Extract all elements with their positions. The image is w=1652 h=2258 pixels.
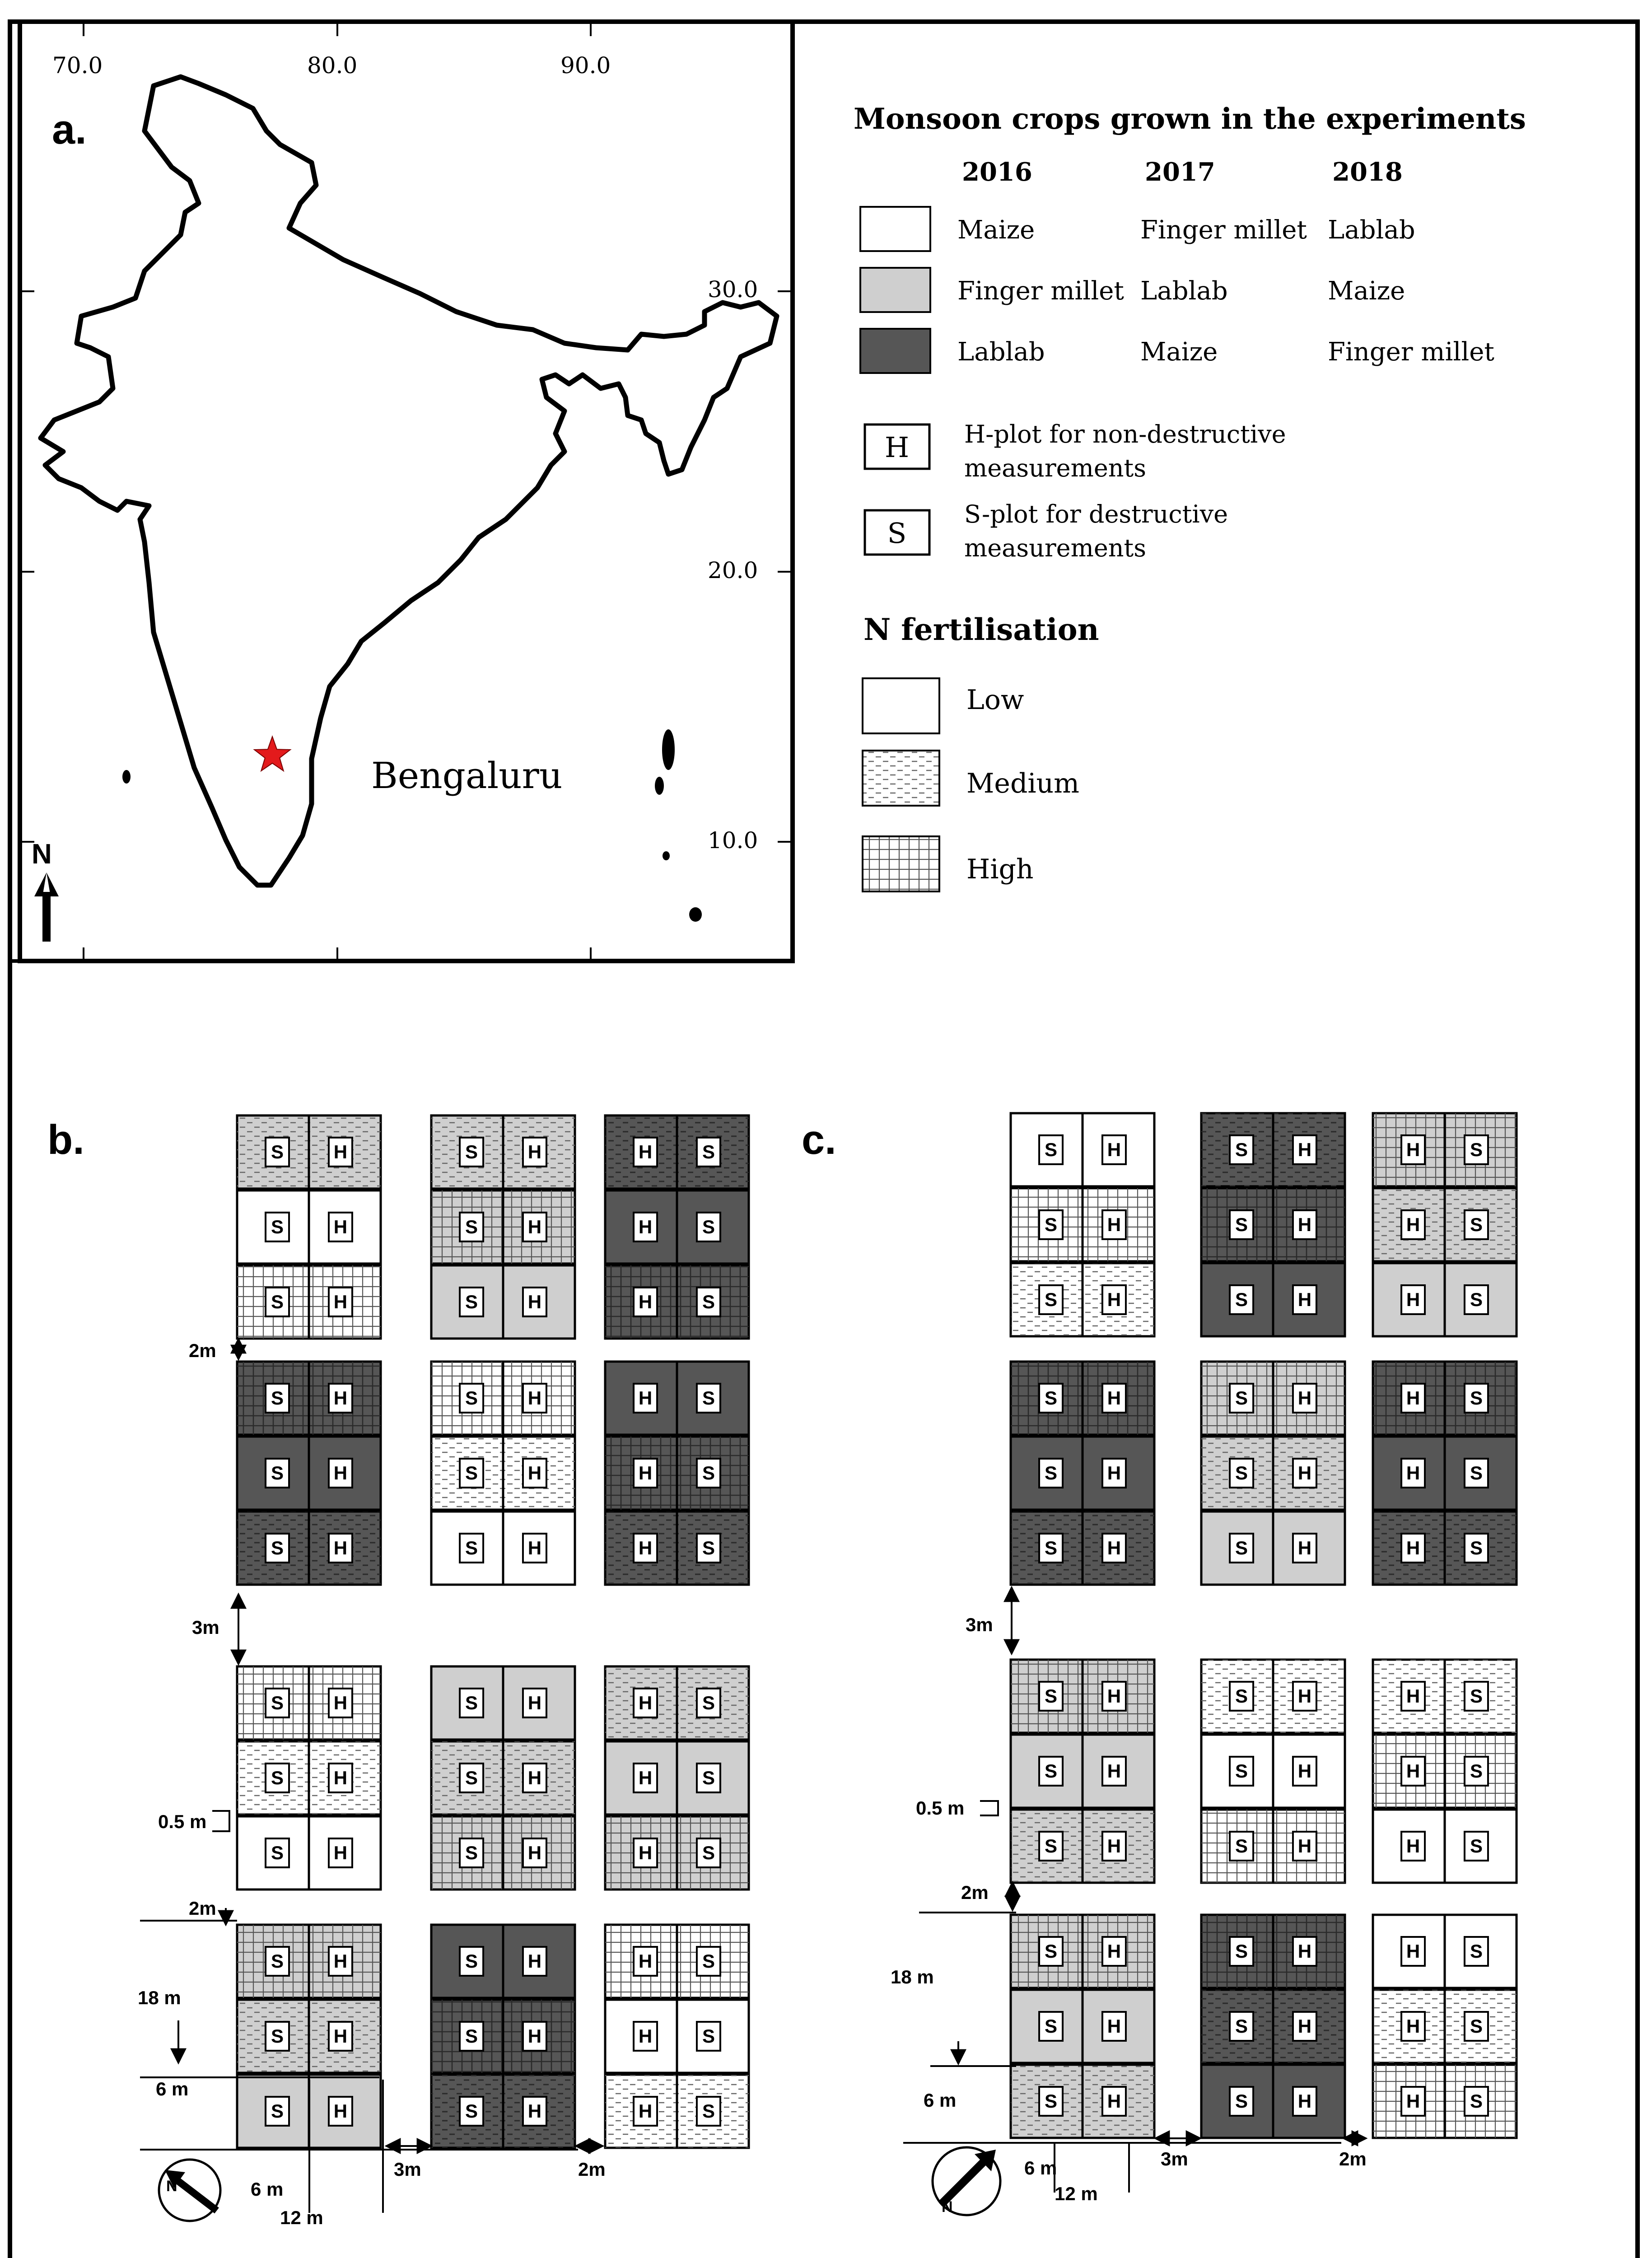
subplot-pair	[1011, 1512, 1154, 1585]
s-plot-tag: S	[1045, 1139, 1058, 1160]
north-arrow-icon	[34, 872, 59, 942]
lon-tick-label: 90.0	[560, 52, 611, 79]
dim-label: 2m	[578, 2159, 606, 2180]
s-plot-tag: S	[1045, 1941, 1058, 1962]
s-plot-tag: S	[1470, 1537, 1483, 1558]
crop-swatch-white	[860, 207, 930, 251]
h-plot-tag: H	[527, 2100, 542, 2122]
h-plot-tag: H	[638, 2025, 653, 2047]
s-plot-tag: S	[465, 1692, 478, 1713]
s-plot-tag: S	[1470, 1760, 1483, 1782]
h-plot-tag: H	[1107, 1760, 1121, 1782]
subplot-pair	[1373, 1437, 1517, 1510]
s-plot-tag: S	[702, 1950, 715, 1972]
s-plot-tag: S	[702, 1387, 715, 1409]
subplot-pair	[1201, 1915, 1345, 1988]
h-plot-tag: H	[333, 1537, 348, 1558]
h-plot-tag: H	[1107, 1941, 1121, 1962]
subplot-pair	[1201, 1437, 1345, 1510]
subplot-pair	[237, 1115, 381, 1189]
s-plot-tag: S	[1235, 2090, 1248, 2112]
subplot-pair	[431, 1741, 575, 1815]
subplot-pair	[1201, 1990, 1345, 2063]
h-plot-tag: H	[1406, 1835, 1420, 1857]
s-plot-tag: S	[1235, 1685, 1248, 1707]
h-plot-tag: H	[1297, 1537, 1312, 1558]
subplot-pair	[1201, 1810, 1345, 1883]
h-plot-tag: H	[1107, 1537, 1121, 1558]
crop-name: Lablab	[1328, 215, 1415, 245]
s-plot-tag: S	[1470, 1462, 1483, 1484]
h-plot-tag: H	[1297, 1685, 1312, 1707]
h-plot-tag: H	[527, 1462, 542, 1484]
h-plot-tag: H	[1406, 1387, 1420, 1409]
dim-label: 12 m	[280, 2207, 323, 2228]
subplot-pair	[1011, 1437, 1154, 1510]
s-plot-tag: S	[465, 1537, 478, 1558]
h-plot-tag: H	[638, 1767, 653, 1788]
h-plot-tag: H	[638, 1692, 653, 1713]
subplot-pair	[237, 1816, 381, 1889]
subplot-pair	[605, 1115, 749, 1189]
panel-a-label: a.	[52, 107, 87, 153]
s-plot-tag: S	[1235, 1289, 1248, 1310]
subplot-pair	[605, 1816, 749, 1889]
dim-label: 6 m	[924, 2090, 957, 2111]
h-plot-tag: H	[638, 1291, 653, 1312]
h-plot-tag: H	[1406, 1214, 1420, 1235]
h-plot-tag: H	[1406, 2015, 1420, 2037]
h-plot-tag: H	[1297, 2090, 1312, 2112]
n-level-label: Medium	[966, 768, 1080, 799]
s-plot-tag: S	[1470, 1289, 1483, 1310]
h-plot-tag: H	[1107, 1835, 1121, 1857]
s-plot-tag: S	[1045, 1387, 1058, 1409]
s-plot-tag: S	[1470, 1941, 1483, 1962]
subplot-pair	[431, 1362, 575, 1435]
n-swatch-medium	[863, 751, 939, 806]
h-plot-tag: H	[1297, 1139, 1312, 1160]
h-plot-letter: H	[884, 431, 910, 464]
s-plot-tag: S	[1470, 2090, 1483, 2112]
s-plot-tag: S	[1235, 1387, 1248, 1409]
s-plot-tag: S	[465, 1767, 478, 1788]
h-plot-tag: H	[1406, 1289, 1420, 1310]
s-plot-tag: S	[1235, 1941, 1248, 1962]
n-swatch-low	[863, 678, 939, 733]
h-plot-tag: H	[1107, 1139, 1121, 1160]
dim-label: 2m	[189, 1340, 216, 1361]
lon-tick-label: 70.0	[52, 52, 103, 79]
h-plot-tag: H	[1406, 2090, 1420, 2112]
h-plot-tag: H	[1107, 1462, 1121, 1484]
h-plot-tag: H	[333, 1692, 348, 1713]
north-label: N	[32, 839, 52, 870]
crop-name: Maize	[1328, 276, 1405, 306]
subplot-pair	[237, 1666, 381, 1740]
h-plot-tag: H	[1406, 1760, 1420, 1782]
s-plot-tag: S	[1045, 2090, 1058, 2112]
subplot-pair	[1011, 1735, 1154, 1808]
year-header: 2016	[962, 157, 1032, 187]
dim-label: 2m	[1339, 2148, 1367, 2169]
andaman-island	[662, 729, 675, 770]
h-plot-tag: H	[1297, 1387, 1312, 1409]
lat-tick-label: 10.0	[708, 827, 758, 854]
h-plot-tag: H	[527, 1842, 542, 1863]
s-plot-tag: S	[1045, 1289, 1058, 1310]
crop-name: Maize	[957, 215, 1035, 245]
s-plot-tag: S	[702, 2100, 715, 2122]
s-plot-tag: S	[465, 1842, 478, 1863]
h-plot-tag: H	[1297, 1214, 1312, 1235]
s-plot-tag: S	[1470, 1685, 1483, 1707]
nicobar-island	[663, 851, 670, 860]
s-plot-tag: S	[271, 1692, 284, 1713]
s-plot-tag: S	[465, 1462, 478, 1484]
subplot-pair	[1201, 1113, 1345, 1186]
subplot-pair	[1011, 2065, 1154, 2138]
s-plot-tag: S	[1045, 1462, 1058, 1484]
crop-name: Lablab	[1140, 276, 1228, 306]
h-plot-tag: H	[638, 1537, 653, 1558]
s-plot-tag: S	[702, 1692, 715, 1713]
s-plot-tag: S	[1235, 1214, 1248, 1235]
s-plot-tag: S	[702, 1216, 715, 1237]
subplot-pair	[605, 1190, 749, 1264]
subplot-pair	[1011, 1263, 1154, 1336]
dim-label: 2m	[961, 1882, 989, 1903]
s-plot-tag: S	[465, 1950, 478, 1972]
crop-name: Finger millet	[957, 276, 1124, 306]
crop-swatch-light	[860, 268, 930, 312]
year-header: 2018	[1332, 157, 1403, 187]
h-plot-tag: H	[1297, 1941, 1312, 1962]
s-plot-tag: S	[271, 1387, 284, 1409]
subplot-pair	[237, 1265, 381, 1339]
s-plot-tag: S	[1235, 1537, 1248, 1558]
h-plot-tag: H	[1107, 2090, 1121, 2112]
h-plot-tag: H	[527, 1767, 542, 1788]
subplot-pair	[605, 2075, 749, 2148]
h-plot-tag: H	[1406, 1685, 1420, 1707]
subplot-pair	[1373, 1188, 1517, 1261]
subplot-pair	[431, 1265, 575, 1339]
subplot-pair	[1201, 1660, 1345, 1733]
subplot-pair	[1373, 1362, 1517, 1435]
crop-swatch-dark	[860, 329, 930, 373]
n-fert-title: N fertilisation	[863, 612, 1099, 647]
h-plot-tag: H	[638, 1216, 653, 1237]
s-plot-tag: S	[1045, 1760, 1058, 1782]
subplot-pair	[605, 1666, 749, 1740]
subplot-pair	[237, 1741, 381, 1815]
subplot-pair	[605, 1437, 749, 1510]
lon-tick-label: 80.0	[307, 52, 358, 79]
subplot-pair	[605, 1925, 749, 1998]
s-plot-tag: S	[702, 1462, 715, 1484]
dim-label: 3m	[192, 1617, 219, 1638]
h-plot-tag: H	[1406, 1941, 1420, 1962]
h-plot-tag: H	[333, 2100, 348, 2122]
lakshadweep-island	[122, 770, 131, 784]
subplot-pair	[1011, 1990, 1154, 2063]
h-plot-tag: H	[1297, 1289, 1312, 1310]
h-plot-tag: H	[1107, 1685, 1121, 1707]
dim-label: 0.5 m	[916, 1797, 965, 1819]
subplot-pair	[1373, 1113, 1517, 1186]
h-plot-tag: H	[1297, 1835, 1312, 1857]
s-plot-tag: S	[271, 1462, 284, 1484]
s-plot-tag: S	[465, 1216, 478, 1237]
s-plot-tag: S	[271, 1141, 284, 1162]
dim-label: 6 m	[156, 2078, 189, 2099]
subplot-pair	[431, 1816, 575, 1889]
h-plot-tag: H	[333, 1387, 348, 1409]
andaman-island	[655, 777, 664, 795]
h-plot-tag: H	[527, 1387, 542, 1409]
dim-label: 3m	[394, 2159, 421, 2180]
h-plot-tag: H	[333, 1842, 348, 1863]
dim-label: 3m	[966, 1614, 993, 1635]
subplot-pair	[1201, 1188, 1345, 1261]
crop-name: Lablab	[957, 337, 1045, 367]
s-plot-tag: S	[1470, 1835, 1483, 1857]
map-of-india	[22, 23, 790, 959]
s-plot-tag: S	[465, 1291, 478, 1312]
subplot-pair	[605, 2000, 749, 2073]
h-plot-tag: H	[333, 2025, 348, 2047]
s-plot-tag: S	[465, 2025, 478, 2047]
h-plot-tag: H	[333, 1141, 348, 1162]
subplot-pair	[1373, 1735, 1517, 1808]
s-plot-tag: S	[1235, 1760, 1248, 1782]
h-plot-tag: H	[527, 1950, 542, 1972]
subplot-pair	[1201, 1735, 1345, 1808]
s-plot-letter: S	[887, 517, 907, 550]
s-plot-tag: S	[465, 1141, 478, 1162]
s-plot-tag: S	[702, 2025, 715, 2047]
s-plot-tag: S	[271, 1291, 284, 1312]
h-plot-tag: H	[638, 1950, 653, 1972]
h-plot-desc: H-plot for non-destructive	[964, 420, 1286, 448]
s-plot-tag: S	[271, 1537, 284, 1558]
h-plot-tag: H	[638, 1141, 653, 1162]
subplot-pair	[237, 1437, 381, 1510]
h-plot-desc: measurements	[964, 454, 1146, 482]
n-level-label: Low	[966, 684, 1024, 716]
s-plot-tag: S	[1470, 1139, 1483, 1160]
legend-title: Monsoon crops grown in the experiments	[854, 102, 1526, 136]
h-plot-tag: H	[638, 1462, 653, 1484]
subplot-pair	[431, 1190, 575, 1264]
subplot-pair	[1011, 1188, 1154, 1261]
subplot-pair	[1011, 1810, 1154, 1883]
subplot-pair	[1011, 1915, 1154, 1988]
panel-c-label: c.	[802, 1117, 836, 1163]
crop-name: Finger millet	[1328, 337, 1494, 367]
h-plot-tag: H	[638, 2100, 653, 2122]
subplot-pair	[431, 1437, 575, 1510]
panel-b-label: b.	[47, 1117, 84, 1163]
subplot-pair	[431, 1925, 575, 1998]
subplot-pair	[605, 1741, 749, 1815]
h-plot-tag: H	[527, 2025, 542, 2047]
h-plot-tag: H	[527, 1216, 542, 1237]
subplot-pair	[431, 1512, 575, 1585]
legend	[854, 102, 1526, 891]
dim-label: 6 m	[251, 2179, 284, 2200]
subplot-pair	[1011, 1113, 1154, 1186]
city-label: Bengaluru	[371, 755, 563, 797]
subplot-pair	[605, 1362, 749, 1435]
s-plot-tag: S	[1235, 1139, 1248, 1160]
subplot-pair	[431, 1115, 575, 1189]
n-swatch-high	[863, 836, 939, 891]
dim-label: 18 m	[891, 1966, 934, 1987]
s-plot-tag: S	[1045, 1835, 1058, 1857]
subplot-pair	[605, 1512, 749, 1585]
h-plot-tag: H	[333, 1216, 348, 1237]
nicobar-island	[689, 907, 702, 922]
s-plot-tag: S	[1045, 1685, 1058, 1707]
subplot-pair	[1201, 1512, 1345, 1585]
h-plot-tag: H	[1107, 1214, 1121, 1235]
subplot-pair	[237, 1925, 381, 1998]
s-plot-tag: S	[465, 2100, 478, 2122]
s-plot-tag: S	[702, 1842, 715, 1863]
subplot-pair	[1373, 1915, 1517, 1988]
subplot-pair	[431, 2000, 575, 2073]
dim-label: 18 m	[138, 1987, 181, 2008]
lat-tick-label: 20.0	[708, 557, 758, 583]
subplot-pair	[1373, 1660, 1517, 1733]
s-plot-desc: measurements	[964, 534, 1146, 562]
crop-name: Finger millet	[1140, 215, 1307, 245]
s-plot-tag: S	[1235, 1462, 1248, 1484]
s-plot-tag: S	[465, 1387, 478, 1409]
compass-c-label: N	[942, 2198, 953, 2216]
s-plot-tag: S	[271, 2025, 284, 2047]
subplot-pair	[1201, 2065, 1345, 2138]
h-plot-tag: H	[1406, 1462, 1420, 1484]
h-plot-tag: H	[333, 1950, 348, 1972]
field-layout-b	[237, 1115, 749, 2148]
h-plot-tag: H	[527, 1141, 542, 1162]
subplot-pair	[237, 1190, 381, 1264]
s-plot-tag: S	[271, 1767, 284, 1788]
h-plot-tag: H	[527, 1692, 542, 1713]
h-plot-tag: H	[638, 1387, 653, 1409]
s-plot-tag: S	[1235, 2015, 1248, 2037]
dim-label: 12 m	[1055, 2183, 1098, 2204]
dim-label: 3m	[1161, 2148, 1188, 2169]
field-layout-c	[1011, 1113, 1517, 2138]
crop-name: Maize	[1140, 337, 1218, 367]
subplot-pair	[1201, 1362, 1345, 1435]
s-plot-tag: S	[702, 1141, 715, 1162]
compass-b-label: N	[166, 2178, 177, 2195]
dim-label: 2m	[189, 1898, 216, 1919]
subplot-pair	[1373, 1263, 1517, 1336]
h-plot-tag: H	[1107, 1289, 1121, 1310]
subplot-pair	[237, 1362, 381, 1435]
subplot-pair	[237, 1512, 381, 1585]
subplot-pair	[1373, 1810, 1517, 1883]
s-plot-tag: S	[1470, 1387, 1483, 1409]
h-plot-tag: H	[333, 1291, 348, 1312]
s-plot-tag: S	[702, 1291, 715, 1312]
h-plot-tag: H	[527, 1291, 542, 1312]
s-plot-tag: S	[702, 1767, 715, 1788]
s-plot-tag: S	[1045, 1537, 1058, 1558]
subplot-pair	[1011, 1660, 1154, 1733]
subplot-pair	[431, 1666, 575, 1740]
lat-tick-label: 30.0	[708, 276, 758, 303]
s-plot-tag: S	[271, 1216, 284, 1237]
s-plot-tag: S	[271, 1950, 284, 1972]
s-plot-desc: S-plot for destructive	[964, 500, 1228, 528]
subplot-pair	[1373, 1990, 1517, 2063]
s-plot-tag: S	[1045, 1214, 1058, 1235]
n-level-label: High	[966, 854, 1034, 885]
s-plot-tag: S	[271, 2100, 284, 2122]
subplot-pair	[431, 2075, 575, 2148]
subplot-pair	[1201, 1263, 1345, 1336]
h-plot-tag: H	[1297, 2015, 1312, 2037]
h-plot-tag: H	[1297, 1760, 1312, 1782]
h-plot-tag: H	[333, 1767, 348, 1788]
h-plot-tag: H	[527, 1537, 542, 1558]
s-plot-tag: S	[271, 1842, 284, 1863]
s-plot-tag: S	[702, 1537, 715, 1558]
s-plot-tag: S	[1045, 2015, 1058, 2037]
subplot-pair	[1373, 2065, 1517, 2138]
h-plot-tag: H	[1406, 1537, 1420, 1558]
subplot-pair	[1373, 1512, 1517, 1585]
h-plot-tag: H	[1107, 1387, 1121, 1409]
s-plot-tag: S	[1235, 1835, 1248, 1857]
h-plot-tag: H	[638, 1842, 653, 1863]
dim-label: 6 m	[1024, 2157, 1057, 2179]
h-plot-tag: H	[333, 1462, 348, 1484]
subplot-pair	[605, 1265, 749, 1339]
year-header: 2017	[1145, 157, 1215, 187]
dim-label: 0.5 m	[158, 1811, 207, 1832]
s-plot-tag: S	[1470, 2015, 1483, 2037]
s-plot-tag: S	[1470, 1214, 1483, 1235]
h-plot-tag: H	[1297, 1462, 1312, 1484]
subplot-pair	[1011, 1362, 1154, 1435]
h-plot-tag: H	[1107, 2015, 1121, 2037]
h-plot-tag: H	[1406, 1139, 1420, 1160]
subplot-pair	[237, 2000, 381, 2073]
